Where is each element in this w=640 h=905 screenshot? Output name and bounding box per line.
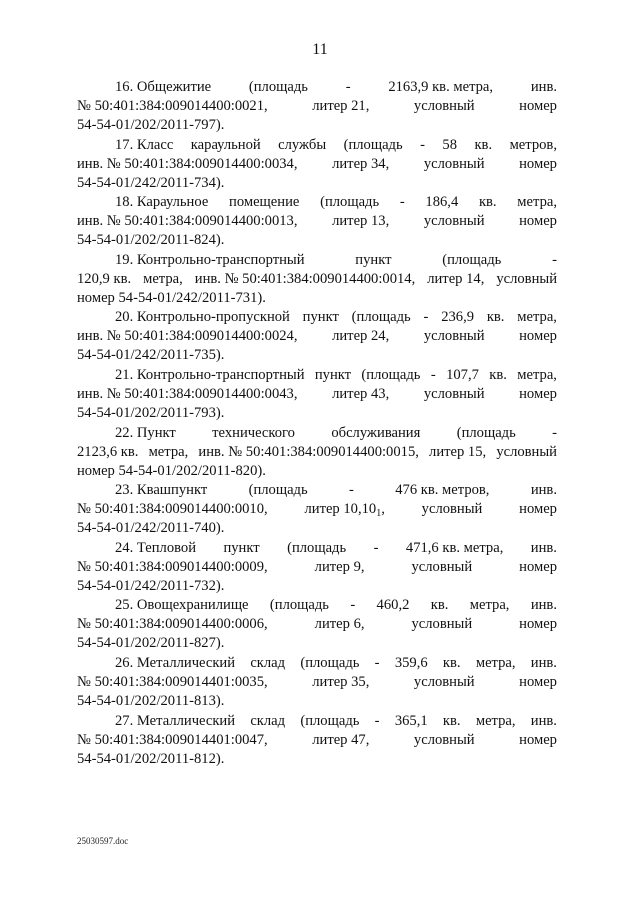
text-fragment: № 50:401:384:009014401:0047, bbox=[77, 731, 268, 748]
text-fragment: помещение bbox=[229, 194, 300, 211]
text-line bbox=[77, 385, 557, 404]
text-fragment: 16. Общежитие bbox=[115, 79, 212, 95]
text-fragment: номер bbox=[519, 616, 557, 633]
text-line bbox=[77, 596, 557, 615]
text-line bbox=[77, 231, 557, 250]
text-line bbox=[77, 558, 557, 577]
text-fragment: - bbox=[423, 309, 429, 326]
list-item bbox=[77, 366, 557, 423]
text-fragment: 20. Контрольно-пропускной bbox=[115, 309, 290, 326]
text-fragment: пункт bbox=[302, 309, 339, 326]
text-fragment: литер 15, bbox=[429, 443, 487, 460]
text-fragment: 2123,6 кв. bbox=[77, 443, 139, 460]
text-fragment: кв. bbox=[478, 194, 497, 211]
list-item bbox=[77, 136, 557, 193]
text-line bbox=[77, 174, 557, 193]
text-fragment: 22. Пункт bbox=[115, 424, 176, 441]
text-fragment: метра, bbox=[469, 597, 510, 614]
text-fragment: 26. Металлический bbox=[115, 654, 236, 671]
text-fragment: инв. № 50:401:384:009014400:0013, bbox=[77, 213, 298, 230]
text-fragment: пункт bbox=[223, 539, 260, 556]
text-fragment: литер 6, bbox=[314, 616, 365, 633]
text-fragment: условный bbox=[496, 270, 557, 287]
text-line bbox=[77, 346, 557, 365]
text-line bbox=[77, 519, 557, 538]
text-fragment: склад bbox=[250, 712, 286, 729]
text-line bbox=[77, 136, 557, 155]
text-fragment: № 50:401:384:009014400:0006, bbox=[77, 616, 268, 633]
text-fragment: 54-54-01/202/2011-812). bbox=[77, 750, 225, 767]
text-fragment: № 50:401:384:009014400:0021, bbox=[77, 98, 268, 114]
text-fragment: инв. bbox=[530, 654, 557, 671]
text-line bbox=[77, 634, 557, 653]
text-fragment: 120,9 кв. bbox=[77, 270, 132, 287]
text-line bbox=[77, 750, 557, 769]
text-fragment: 236,9 bbox=[441, 309, 475, 326]
text-fragment: - bbox=[345, 79, 351, 95]
text-line bbox=[77, 500, 557, 519]
text-fragment: метра, bbox=[475, 712, 516, 729]
list-item bbox=[77, 308, 557, 365]
text-fragment: (площадь bbox=[361, 366, 421, 383]
text-fragment: номер bbox=[519, 501, 557, 518]
text-fragment: литер 21, bbox=[312, 98, 370, 114]
text-fragment: инв. № 50:401:384:009014400:0015, bbox=[198, 443, 419, 460]
text-fragment: № 50:401:384:009014401:0035, bbox=[77, 673, 268, 690]
text-line bbox=[77, 731, 557, 750]
text-line bbox=[77, 155, 557, 174]
list-item bbox=[77, 596, 557, 653]
text-line bbox=[77, 615, 557, 634]
file-name-footer: 25030597.doc bbox=[77, 836, 129, 846]
text-fragment: номер 54-54-01/202/2011-820). bbox=[77, 462, 266, 479]
text-fragment: (площадь bbox=[248, 482, 308, 499]
text-line bbox=[77, 193, 557, 212]
text-fragment: условный bbox=[423, 213, 485, 230]
list-item bbox=[77, 712, 557, 769]
text-fragment: 58 bbox=[442, 136, 458, 153]
text-fragment: - bbox=[374, 654, 380, 671]
list-item bbox=[77, 539, 557, 596]
text-fragment: литер 47, bbox=[312, 731, 370, 748]
text-fragment: пункт bbox=[314, 366, 352, 383]
text-fragment: 19. Контрольно-транспортный bbox=[115, 251, 305, 268]
text-fragment: № 50:401:384:009014400:0010, bbox=[77, 501, 268, 518]
text-fragment: условный bbox=[423, 385, 485, 402]
text-fragment: 54-54-01/202/2011-793). bbox=[77, 404, 225, 421]
text-fragment: инв. bbox=[530, 712, 557, 729]
text-fragment: литер 43, bbox=[332, 385, 390, 402]
text-line bbox=[77, 327, 557, 346]
text-fragment: литер 24, bbox=[332, 328, 390, 345]
text-fragment: - bbox=[399, 194, 405, 211]
text-fragment: - bbox=[349, 482, 354, 499]
text-fragment: 54-54-01/242/2011-734). bbox=[77, 174, 225, 191]
text-line bbox=[77, 366, 557, 385]
text-fragment: инв. bbox=[530, 597, 557, 614]
text-fragment: пункт bbox=[355, 251, 392, 268]
text-fragment: номер bbox=[519, 328, 557, 345]
text-fragment: кв. bbox=[442, 654, 461, 671]
text-fragment: - bbox=[552, 424, 557, 441]
text-line bbox=[77, 251, 557, 270]
text-fragment: условный bbox=[423, 155, 485, 172]
text-fragment: (площадь bbox=[456, 424, 516, 441]
text-fragment: кв. bbox=[486, 309, 505, 326]
text-fragment: метра, bbox=[517, 366, 557, 383]
text-fragment: литер 14, bbox=[427, 270, 485, 287]
text-fragment: обслуживания bbox=[331, 424, 421, 441]
text-line bbox=[77, 212, 557, 231]
text-fragment: метра, bbox=[148, 443, 189, 460]
text-fragment: 24. Тепловой bbox=[115, 539, 197, 556]
text-line bbox=[77, 289, 557, 308]
list-item bbox=[77, 251, 557, 308]
text-fragment: (площадь bbox=[343, 136, 403, 153]
text-fragment: инв. № 50:401:384:009014400:0024, bbox=[77, 328, 298, 345]
text-fragment: условный bbox=[413, 98, 475, 114]
text-fragment: номер bbox=[519, 558, 557, 575]
page-number: 11 bbox=[312, 41, 328, 58]
text-fragment: кв. bbox=[442, 712, 461, 729]
text-line bbox=[77, 424, 557, 443]
text-fragment: (площадь bbox=[300, 712, 360, 729]
text-fragment: инв. № 50:401:384:009014400:0014, bbox=[194, 270, 416, 287]
text-fragment: инв. bbox=[530, 482, 557, 499]
text-fragment: службы bbox=[278, 136, 327, 153]
text-fragment: 54-54-01/202/2011-824). bbox=[77, 232, 225, 249]
text-fragment: 23. Квашпункт bbox=[115, 482, 208, 499]
text-fragment: литер $10,10_1$, bbox=[304, 501, 385, 520]
subscript: 1 bbox=[376, 508, 382, 520]
list-item bbox=[77, 654, 557, 711]
text-fragment: 27. Металлический bbox=[115, 712, 236, 729]
text-fragment: 107,7 bbox=[446, 366, 479, 383]
text-fragment: инв. № 50:401:384:009014400:0034, bbox=[77, 155, 298, 172]
text-fragment: (площадь bbox=[269, 597, 329, 614]
text-line bbox=[77, 712, 557, 731]
text-fragment: номер bbox=[519, 731, 557, 748]
text-fragment: - bbox=[430, 366, 436, 383]
text-fragment: инв. bbox=[530, 539, 557, 556]
text-fragment: метра, bbox=[517, 309, 557, 326]
document-body bbox=[77, 78, 557, 769]
text-fragment: 54-54-01/242/2011-740). bbox=[77, 520, 225, 537]
text-line bbox=[77, 78, 557, 97]
text-line bbox=[77, 270, 557, 289]
text-fragment: 54-54-01/202/2011-797). bbox=[77, 117, 225, 133]
text-fragment: 471,6 кв. метра, bbox=[405, 539, 504, 556]
text-line bbox=[77, 443, 557, 462]
text-fragment: номер 54-54-01/242/2011-731). bbox=[77, 289, 266, 306]
text-fragment: номер bbox=[519, 155, 557, 172]
text-fragment: (площадь bbox=[300, 654, 360, 671]
text-fragment: номер bbox=[519, 385, 557, 402]
text-fragment: условный bbox=[411, 616, 473, 633]
text-line bbox=[77, 97, 557, 116]
text-line bbox=[77, 577, 557, 596]
text-fragment: литер 35, bbox=[312, 673, 370, 690]
list-item bbox=[77, 481, 557, 538]
text-fragment: кв. bbox=[489, 366, 507, 383]
text-fragment: 54-54-01/202/2011-813). bbox=[77, 692, 225, 709]
text-fragment: кв. bbox=[430, 597, 449, 614]
list-item bbox=[77, 193, 557, 250]
text-fragment: метра, bbox=[475, 654, 516, 671]
text-fragment: - bbox=[350, 597, 356, 614]
text-fragment: условный bbox=[421, 501, 483, 518]
text-fragment: 359,6 bbox=[394, 654, 428, 671]
text-fragment: 54-54-01/242/2011-735). bbox=[77, 347, 225, 364]
text-fragment: метров, bbox=[509, 136, 557, 153]
text-fragment: условный bbox=[411, 558, 473, 575]
text-fragment: метра, bbox=[143, 270, 183, 287]
text-fragment: номер bbox=[519, 673, 557, 690]
text-fragment: - bbox=[552, 251, 557, 268]
text-fragment: технического bbox=[212, 424, 295, 441]
text-line bbox=[77, 462, 557, 481]
text-fragment: литер 13, bbox=[332, 213, 390, 230]
text-fragment: караульной bbox=[190, 136, 261, 153]
text-fragment: условный bbox=[496, 443, 557, 460]
text-fragment: условный bbox=[413, 673, 475, 690]
text-fragment: № 50:401:384:009014400:0009, bbox=[77, 558, 268, 575]
text-line bbox=[77, 654, 557, 673]
text-fragment: 18. Караульное bbox=[115, 194, 209, 211]
text-fragment: склад bbox=[250, 654, 286, 671]
text-fragment: 460,2 bbox=[376, 597, 410, 614]
text-fragment: инв. bbox=[530, 79, 557, 95]
text-fragment: литер 9, bbox=[314, 558, 365, 575]
text-fragment: (площадь bbox=[287, 539, 347, 556]
text-fragment: номер bbox=[519, 98, 557, 114]
text-fragment: 2163,9 кв. метра, bbox=[388, 79, 494, 95]
text-fragment: метра, bbox=[517, 194, 557, 211]
text-line bbox=[77, 539, 557, 558]
text-fragment: 365,1 bbox=[394, 712, 428, 729]
text-fragment: 186,4 bbox=[425, 194, 459, 211]
text-line bbox=[77, 404, 557, 423]
text-fragment: - bbox=[374, 712, 380, 729]
text-line bbox=[77, 692, 557, 711]
text-fragment: 17. Класс bbox=[115, 136, 174, 153]
text-fragment: номер bbox=[519, 213, 557, 230]
text-fragment: 25. Овощехранилище bbox=[115, 597, 249, 614]
text-fragment: (площадь bbox=[351, 309, 411, 326]
text-line bbox=[77, 481, 557, 500]
text-fragment: - bbox=[373, 539, 379, 556]
text-fragment: литер 34, bbox=[332, 155, 390, 172]
list-item bbox=[77, 424, 557, 481]
text-fragment: 476 кв. метров, bbox=[395, 482, 490, 499]
text-fragment: кв. bbox=[474, 136, 493, 153]
text-line bbox=[77, 116, 557, 135]
text-fragment: условный bbox=[423, 328, 485, 345]
text-fragment: 21. Контрольно-транспортный bbox=[115, 366, 305, 383]
text-fragment: (площадь bbox=[442, 251, 502, 268]
text-line bbox=[77, 308, 557, 327]
text-fragment: 54-54-01/242/2011-732). bbox=[77, 577, 225, 594]
text-fragment: 54-54-01/202/2011-827). bbox=[77, 635, 225, 652]
text-fragment: (площадь bbox=[248, 79, 308, 95]
text-fragment: инв. № 50:401:384:009014400:0043, bbox=[77, 385, 298, 402]
text-fragment: - bbox=[420, 136, 425, 153]
text-fragment: (площадь bbox=[320, 194, 380, 211]
text-line bbox=[77, 673, 557, 692]
subscript-suffix: , bbox=[381, 501, 385, 518]
text-fragment: условный bbox=[413, 731, 475, 748]
list-item bbox=[77, 78, 557, 135]
